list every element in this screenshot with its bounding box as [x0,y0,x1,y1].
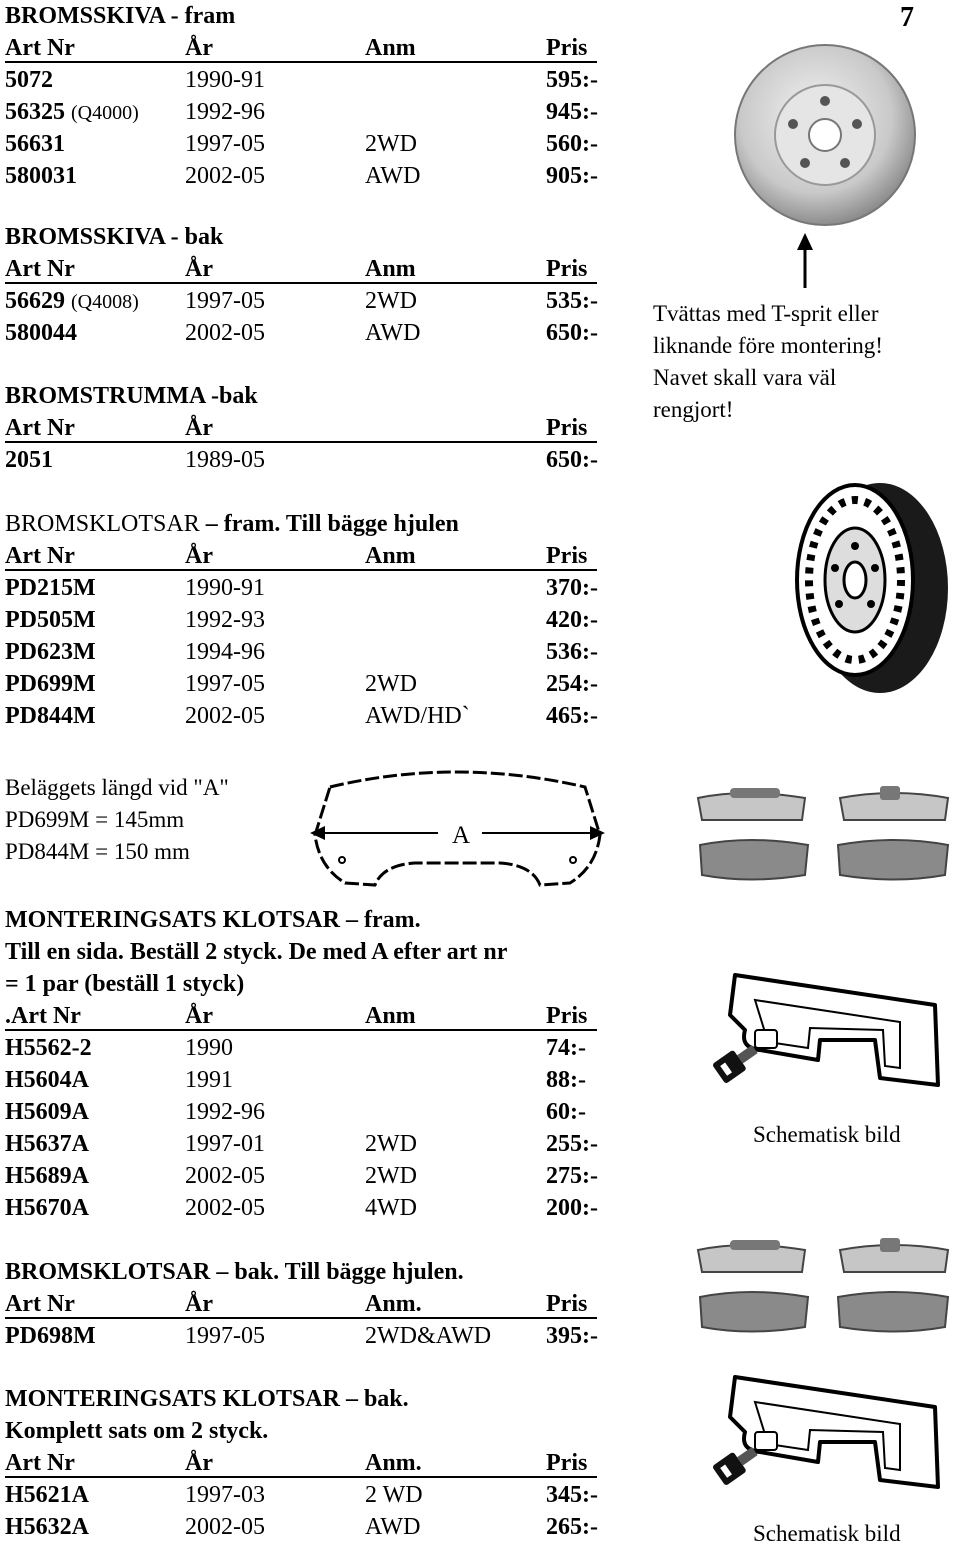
brake-rotor-image [715,40,935,290]
table-row [5,1160,605,1192]
col-price: Pris [546,415,588,441]
pad-length-text [5,772,229,868]
price: 535:- [546,288,598,314]
section-title: MONTERINGSATS KLOTSAR – bak. [5,1386,409,1412]
schematic-caption: Schematisk bild [753,1521,901,1546]
col-year: År [185,543,213,569]
pads-rear-section [5,1256,605,1352]
price: 945:- [546,99,598,125]
art-nr: 56629 (Q4008) [5,288,139,314]
price: 595:- [546,67,598,93]
col-note: Anm [365,543,416,569]
section-title: BROMSSKIVA - fram [5,3,236,29]
col-note: Anm [365,1003,416,1029]
note: 2WD [365,1163,417,1189]
art-nr: PD623M [5,639,96,665]
table-row [5,1479,605,1511]
price: 420:- [546,607,598,633]
col-art: Art Nr [5,35,75,61]
table-row [5,285,605,317]
art-nr: 580044 [5,320,77,346]
art-nr: PD698M [5,1323,96,1349]
art-extra: (Q4000) [71,102,139,124]
schematic-caption: Schematisk bild [753,1122,901,1147]
year: 1997-05 [185,288,265,314]
table-header [5,412,605,444]
year: 1997-05 [185,1323,265,1349]
col-year: År [185,1450,213,1476]
year: 2002-05 [185,1195,265,1221]
table-row [5,636,605,668]
year: 2002-05 [185,320,265,346]
year: 1992-96 [185,1099,265,1125]
note: 2WD [365,1131,417,1157]
table-row [5,668,605,700]
art-nr: PD505M [5,607,96,633]
table-header [5,32,605,64]
hardware-front-section [5,904,605,1224]
year: 1990-91 [185,67,265,93]
col-year: År [185,415,213,441]
note: 2 WD [365,1482,423,1508]
art-nr: H5637A [5,1131,89,1157]
art-nr: 580031 [5,163,77,189]
table-header [5,253,605,285]
art-nr: H5670A [5,1195,89,1221]
year: 2002-05 [185,703,265,729]
price: 60:- [546,1099,586,1125]
table-row [5,604,605,636]
table-row [5,700,605,732]
price: 395:- [546,1323,598,1349]
price: 255:- [546,1131,598,1157]
section-subtitle: Komplett sats om 2 styck. [5,1418,269,1444]
price: 905:- [546,163,598,189]
art-nr: H5562-2 [5,1035,92,1061]
page-number: 7 [900,2,914,33]
col-note: Anm [365,256,416,282]
price: 370:- [546,575,598,601]
col-note: Anm. [365,1450,422,1476]
table-row [5,96,605,128]
art-nr: PD844M [5,703,96,729]
table-header [5,1447,605,1479]
table-row [5,1064,605,1096]
col-art: Art Nr [5,415,75,441]
table-row [5,317,605,349]
table-row [5,1032,605,1064]
col-art: Art Nr [5,1291,75,1317]
year: 2002-05 [185,163,265,189]
table-row [5,1128,605,1160]
table-row [5,128,605,160]
pad-length-line: Beläggets längd vid "A" [5,775,229,800]
col-art: Art Nr [5,256,75,282]
art-nr: H5609A [5,1099,89,1125]
col-art: Art Nr [5,543,75,569]
price: 465:- [546,703,598,729]
col-price: Pris [546,1450,588,1476]
table-header [5,540,605,572]
col-year: År [185,1003,213,1029]
note-line: Navet skall vara väl [653,365,837,390]
col-price: Pris [546,1291,588,1317]
note: 2WD&AWD [365,1323,492,1349]
price: 200:- [546,1195,598,1221]
art-nr: 56325 (Q4000) [5,99,139,125]
pad-length-marker: A [452,822,471,849]
price: 345:- [546,1482,598,1508]
table-header [5,1288,605,1320]
note: 4WD [365,1195,417,1221]
art-nr: PD215M [5,575,96,601]
note: AWD [365,163,421,189]
price: 650:- [546,320,598,346]
note: AWD/HD` [365,703,470,729]
rotor-front-section [5,0,605,192]
art-nr: H5632A [5,1514,89,1540]
art-extra: (Q4008) [71,291,139,313]
table-row [5,1192,605,1224]
pad-length-line: PD699M = 145mm [5,807,185,832]
table-row [5,1511,605,1543]
year: 1992-96 [185,99,265,125]
col-year: År [185,1291,213,1317]
table-row [5,444,605,476]
art-nr: H5689A [5,1163,89,1189]
note: 2WD [365,131,417,157]
note-line: rengjort! [653,397,734,422]
art-nr: PD699M [5,671,96,697]
year: 1991 [185,1067,233,1093]
table-row [5,1320,605,1352]
hardware-clip-image [700,960,950,1110]
art-nr: 56631 [5,131,65,157]
note: AWD [365,1514,421,1540]
year: 1990-91 [185,575,265,601]
hardware-rear-section [5,1383,605,1543]
pad-length-line: PD844M = 150 mm [5,839,190,864]
price: 560:- [546,131,598,157]
year: 1989-05 [185,447,265,473]
section-title: BROMSTRUMMA -bak [5,383,258,409]
price: 275:- [546,1163,598,1189]
hardware-clip-image-rear [700,1362,950,1512]
section-subtitle: Till en sida. Beställ 2 styck. De med A efter art nr [5,939,508,965]
art-nr: H5621A [5,1482,89,1508]
col-year: År [185,35,213,61]
year: 2002-05 [185,1163,265,1189]
col-note: Anm [365,35,416,61]
note: 2WD [365,288,417,314]
table-header [5,1000,605,1032]
price: 650:- [546,447,598,473]
rotor-cleaning-note [653,298,953,426]
price: 536:- [546,639,598,665]
section-title: MONTERINGSATS KLOTSAR – fram. [5,907,421,933]
table-row [5,64,605,96]
brake-pads-image-rear [690,1232,955,1342]
brake-pads-image [690,780,955,890]
year: 1994-96 [185,639,265,665]
year: 1997-05 [185,671,265,697]
section-title: BROMSKLOTSAR – fram. Till bägge hjulen [5,511,459,537]
year: 2002-05 [185,1514,265,1540]
art-nr: H5604A [5,1067,89,1093]
section-title: BROMSSKIVA - bak [5,224,224,250]
brake-drum-image [775,470,955,700]
price: 88:- [546,1067,586,1093]
year: 1997-01 [185,1131,265,1157]
col-art: Art Nr [5,1450,75,1476]
price: 265:- [546,1514,598,1540]
drum-rear-section [5,380,605,476]
note-line: Tvättas med T-sprit eller [653,301,879,326]
rotor-rear-section [5,221,605,349]
year: 1997-05 [185,131,265,157]
section-title: BROMSKLOTSAR – bak. Till bägge hjulen. [5,1259,464,1285]
col-price: Pris [546,543,588,569]
year: 1997-03 [185,1482,265,1508]
col-price: Pris [546,256,588,282]
col-year: År [185,256,213,282]
table-row [5,160,605,192]
note: 2WD [365,671,417,697]
year: 1992-93 [185,607,265,633]
table-row [5,1096,605,1128]
art-nr: 2051 [5,447,53,473]
art-nr: 5072 [5,67,53,93]
col-price: Pris [546,35,588,61]
col-art: .Art Nr [5,1003,81,1029]
price: 254:- [546,671,598,697]
note-line: liknande före montering! [653,333,883,358]
col-note: Anm. [365,1291,422,1317]
year: 1990 [185,1035,233,1061]
note: AWD [365,320,421,346]
col-price: Pris [546,1003,588,1029]
pads-front-section [5,508,605,732]
price: 74:- [546,1035,586,1061]
table-row [5,572,605,604]
section-subtitle: = 1 par (beställ 1 styck) [5,971,245,997]
